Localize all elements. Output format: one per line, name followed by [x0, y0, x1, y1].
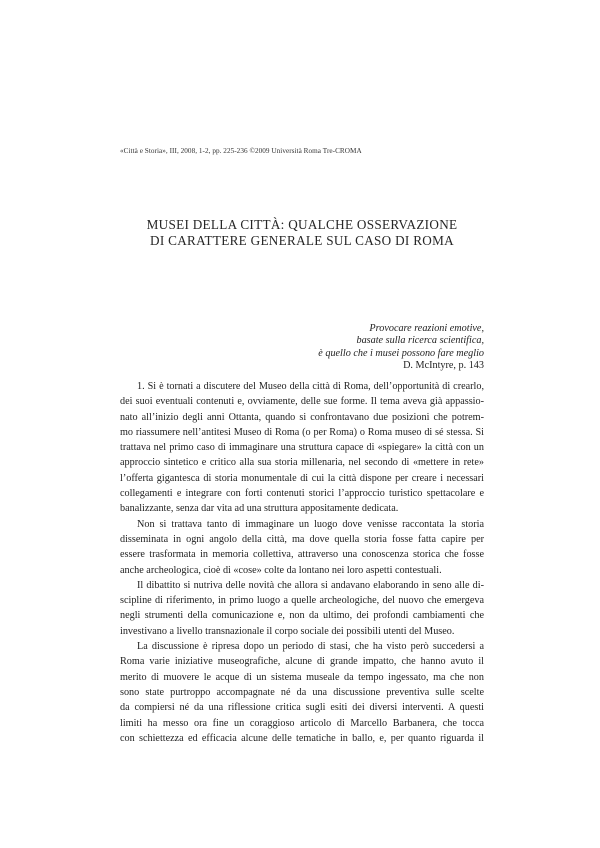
- body-line: essere trasformata in memoria collettiva, attraverso una conoscenza storica che fosse: [120, 549, 484, 561]
- journal-citation: «Città e Storia», III, 2008, 1-2, pp. 225-236 ©2009 Università Roma Tre-CROMA: [120, 147, 362, 155]
- body-line: limiti ha messo ora fine un coraggioso articolo di Marcello Barbanera, che tocca: [120, 717, 484, 729]
- body-line: sono state purtroppo accompagnate né da una discussione preventiva sulle scelte: [120, 686, 484, 698]
- body-line: da compiersi né da una riflessione critica sugli esiti dei diversi interventi. A questi: [120, 702, 484, 714]
- epigraph-line: basate sulla ricerca scientifica,: [356, 335, 484, 347]
- epigraph-line: Provocare reazioni emotive,: [369, 323, 484, 334]
- body-line: trattava nel primo caso di immaginare una struttura capace di «spiegare» la città con un: [120, 442, 484, 454]
- body-line: Roma varie iniziative museografiche, alcune di grande impatto, che hanno avuto il: [120, 656, 484, 668]
- body-line: dei suoi eventuali contenuti e, ovviamente, delle sue forme. Il tema aveva già appassio-: [120, 396, 484, 408]
- body-line: investivano a livello transnazionale il corpo sociale dei possibili utenti del Museo.: [120, 625, 455, 637]
- body-line: anche archeologica, cioè di «cose» colte da lontano nei loro aspetti contestuali.: [120, 564, 442, 576]
- epigraph-line: è quello che i musei possono fare meglio: [318, 347, 484, 359]
- body-line: collegamenti e integrare con forti contenuti storici l’approccio turistico spettacolare e: [120, 488, 484, 500]
- title-line: DI CARATTERE GENERALE SUL CASO DI ROMA: [150, 232, 454, 248]
- body-line: approccio sintetico e critico alla sua storia millenaria, nel secondo di «mettere in rete»: [120, 457, 484, 469]
- epigraph-attribution: D. McIntyre, p. 143: [403, 360, 484, 372]
- body-line: 1. Si è tornati a discutere del Museo della città di Roma, dell’opportunità di crearlo,: [137, 381, 484, 392]
- body-line: merito di muovere le acque di un sistema museale da tempo ingessato, ma che non: [120, 671, 484, 683]
- body-line: scipline di riferimento, in primo luogo a quelle archeologiche, del nuovo che emergeva: [120, 595, 484, 607]
- body-line: disseminata in ogni angolo della città, ma dove quella storia fosse fatta capire per: [120, 533, 484, 545]
- article-title: [120, 217, 484, 248]
- body-line: banalizzante, senza dar vita ad una struttura appositamente dedicata.: [120, 503, 399, 515]
- epigraph: [230, 323, 484, 373]
- body-line: mo riassumere nell’antitesi Museo di Roma (o per Roma) o Roma museo di sé stessa. Si: [120, 426, 484, 438]
- body-line: l’offerta gigantesca di storia monumentale di cui la città dispone per creare i necessari: [120, 472, 484, 484]
- body-line: negli strumenti della comunicazione e, non da ultimo, dei profondi cambiamenti che: [120, 610, 484, 622]
- body-line: La discussione è ripresa dopo un periodo di stasi, che ha visto però succedersi a: [137, 641, 484, 653]
- body-line: Non si trattava tanto di immaginare un luogo dove venisse raccontata la storia: [137, 518, 484, 530]
- body-text: [120, 379, 484, 746]
- body-line: nato all’inizio degli anni Ottanta, quando si confrontavano due posizioni che potrem-: [120, 411, 484, 423]
- body-line: con schiettezza ed efficacia alcune delle tematiche in ballo, e, per quanto riguarda il: [120, 732, 484, 744]
- title-line: MUSEI DELLA CITTÀ: QUALCHE OSSERVAZIONE: [146, 217, 458, 232]
- body-line: Il dibattito si nutriva delle novità che allora si andavano elaborando in seno alle di-: [137, 579, 484, 591]
